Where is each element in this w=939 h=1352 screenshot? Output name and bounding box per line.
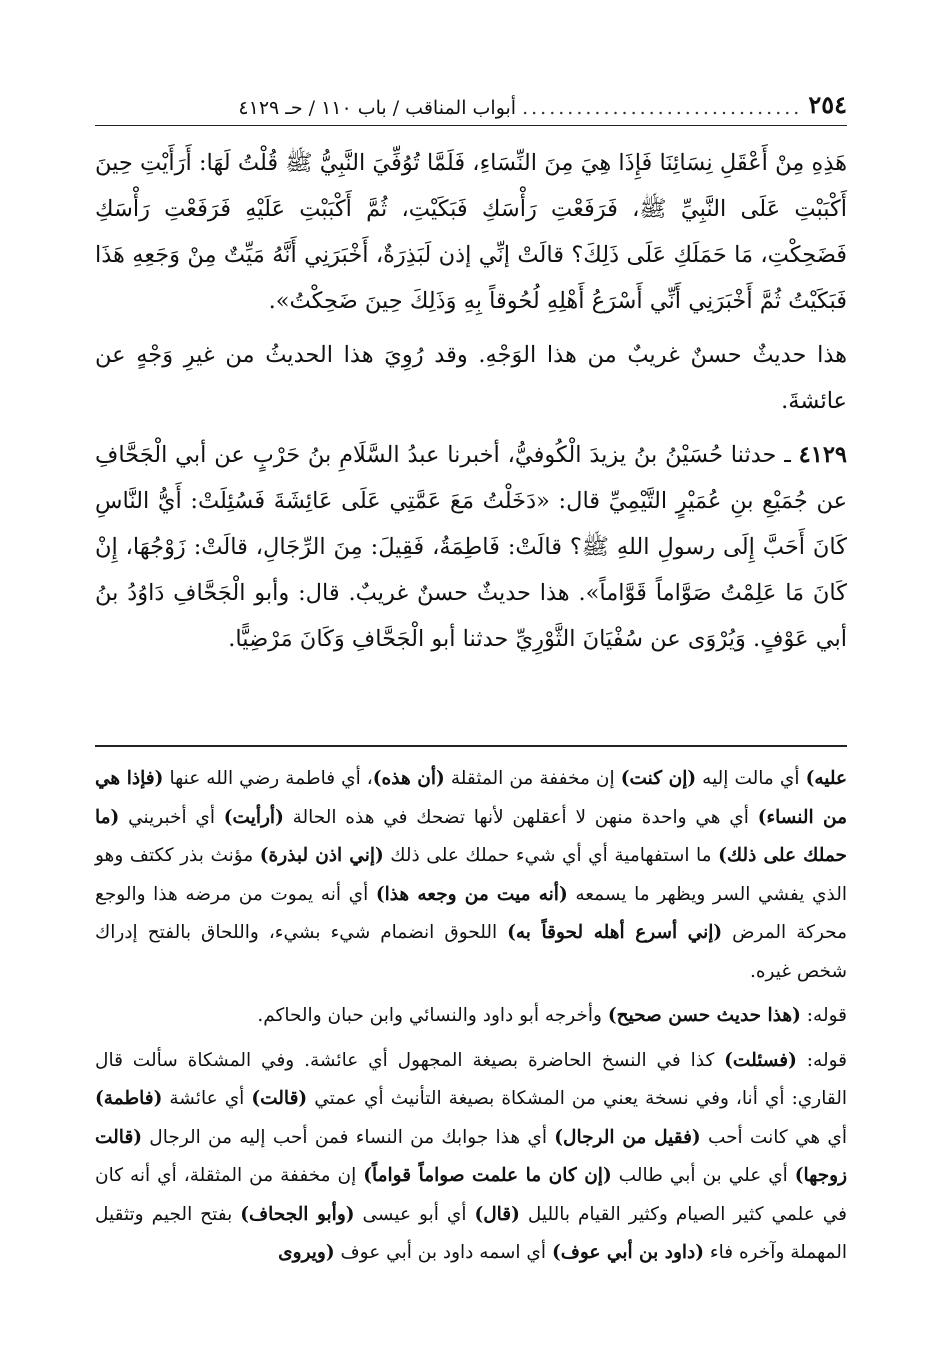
- bold-term: (أرأيت): [223, 806, 284, 828]
- hadith-number: ٤١٢٩: [798, 442, 848, 468]
- bold-term: (ما حملك على ذلك): [95, 806, 847, 866]
- note-text: أي هذا جوابك من النساء فمن أحب إليه من الرجال: [142, 1126, 555, 1148]
- main-text: [95, 140, 847, 670]
- note-text: أي هي كانت أحب: [700, 1126, 847, 1148]
- note-text: ما استفهامية أي أي شيء حملك على ذلك: [383, 845, 719, 866]
- hadith-text: ـ حدثنا حُسَيْنُ بنُ يزيدَ الْكُوفيُّ، أخبرنا عبدُ السَّلَامِ بنُ حَرْبٍ عن أبي الْجَحَّافِ عن جُمَيْعِ بنِ عُمَيْرٍ التَّيْمِيِّ قال: «دَخَلْتُ مَعَ عَمَّتِي عَلَى عَائِشَةَ فَسُئِلَتْ: أَيُّ النَّاسِ كَانَ أَحَبَّ إِلَى رسولِ اللهِ ﷺ؟ قالَتْ: فَاطِمَةُ، فَقِيلَ: مِنَ الرِّجَالِ، قالَتْ: زَوْجُهَا، إِنْ كَانَ مَا عَلِمْتُ صَوَّاماً قَوَّاماً». هذا حديثٌ حسنٌ غريبٌ. قال: وأبو الْجَحَّافِ دَاوُدُ بنُ أبي عَوْفٍ. وَيُرْوَى عن سُفْيَانَ الثَّوْرِيِّ حدثنا أبو الْجَحَّافِ وَكَانَ مَرْضِيًّا.: [95, 442, 847, 652]
- commentary-paragraph: [95, 760, 847, 991]
- bold-term: (أنه ميت من وجعه هذا): [375, 883, 568, 905]
- page-header: [95, 76, 847, 126]
- page-number: ٢٥٤: [808, 90, 847, 119]
- note-text: أي أبو عيسى: [354, 1203, 475, 1225]
- note-text: وأخرجه أبو داود والنسائي وابن حبان والحاكم.: [257, 1005, 608, 1026]
- bold-term: (قال): [474, 1203, 520, 1225]
- bold-term: (ويروى: [278, 1242, 335, 1263]
- note-text: أي أنه يموت من مرضه هذا والوجع محركة المرض: [95, 883, 847, 943]
- bold-term: (قالت زوجها): [95, 1126, 848, 1186]
- note-text: ، أي فاطمة رضي الله عنها: [163, 768, 373, 789]
- note-text: أي هي واحدة منهن لا أعقلهن لأنها تضحك في هذه الحالة: [283, 806, 758, 828]
- bold-term: (إن كنت): [620, 768, 697, 789]
- note-text: اللحوق انضمام شيء بشيء، واللحاق بالفتح إدراك شخص غيره.: [95, 922, 847, 982]
- note-text: أي اسمه داود بن أبي عوف: [334, 1242, 552, 1263]
- commentary-paragraph: [95, 997, 847, 1036]
- note-text: قوله:: [796, 1049, 847, 1071]
- hadith-continuation: هَذِهِ مِنْ أَعْقَلِ نِسَائِنَا فَإِذَا هِيَ مِنَ النِّسَاءِ، فَلَمَّا تُوُفِّيَ النَّبِيُّ ﷺ قُلْتُ لَهَا: أَرَأَيْتِ حِينَ أَكْبَبْتِ عَلَى النَّبِيِّ ﷺ، فَرَفَعْتِ رَأْسَكِ فَبَكَيْتِ، ثُمَّ أَكْبَبْتِ عَلَيْهِ فَرَفَعْتِ رَأْسَكِ فَضَحِكْتِ، مَا حَمَلَكِ عَلَى ذَلِكَ؟ قالَتْ إنِّي إذن لَبَذِرَةٌ، أَخْبَرَنِي أَنَّهُ مَيِّتٌ مِنْ وَجَعِهِ هَذَا فَبَكَيْتُ ثُمَّ أَخْبَرَنِي أَنِّي أَسْرَعُ أَهْلِهِ لُحُوقاً بِهِ وَذَلِكَ حِينَ ضَحِكْتُ».: [95, 150, 847, 314]
- running-header: [238, 90, 847, 119]
- note-text: مؤنث بذر ككتف وهو الذي يفشي السر ويظهر ما يسمعه: [95, 845, 847, 905]
- note-text: أي أخبريني: [119, 806, 224, 828]
- bold-term: (إني اذن لبذرة): [259, 845, 384, 866]
- note-text: أي علي بن أبي طالب: [611, 1165, 795, 1186]
- hadith-4129: [95, 432, 847, 662]
- commentary: [95, 760, 847, 1279]
- note-text: أي مالت إليه: [696, 768, 806, 789]
- note-text: إن مخففة من المثقلة: [444, 768, 621, 789]
- bold-term: (أن هذه): [372, 768, 445, 789]
- bold-term: (وأبو الجحاف): [240, 1203, 355, 1225]
- footnote-divider: [95, 745, 847, 747]
- commentary-paragraph: [95, 1042, 847, 1273]
- header-leader-dots: ...............................: [522, 97, 803, 119]
- grading-paragraph: هذا حديثٌ حسنٌ غريبٌ من هذا الوَجْهِ. وقد رُوِيَ هذا الحديثُ من غيرِ وَجْهٍ عن عائشةَ.: [95, 342, 847, 414]
- bold-term: عليه): [805, 768, 847, 789]
- bold-term: (فسئلت): [724, 1049, 797, 1071]
- note-text: إن مخففة من المثقلة، أي أنه كان في علمي كثير الصيام وكثير القيام بالليل: [95, 1165, 847, 1225]
- bold-term: (إني أسرع أهله لحوقاً به): [507, 922, 723, 943]
- note-text: بفتح الجيم وتثقيل المهملة وآخره فاء: [95, 1203, 847, 1263]
- note-text: قوله:: [800, 1005, 847, 1026]
- bold-term: (داود بن أبي عوف): [551, 1242, 705, 1263]
- bold-term: (إن كان ما علمت صواماً قواماً): [363, 1165, 612, 1186]
- running-title: أبواب المناقب / باب ١١٠ / حـ ٤١٢٩: [238, 97, 517, 119]
- note-text: أي عائشة: [162, 1088, 252, 1109]
- bold-term: (هذا حديث حسن صحيح): [607, 1005, 801, 1026]
- note-text: كذا في النسخ الحاضرة بصيغة المجهول أي عائشة. وفي المشكاة سألت قال القاري: أي أنا، وفي نسخة يعني من المشكاة بصيغة التأنيث أي عمتي: [95, 1049, 847, 1109]
- bold-term: (فقيل من الرجال): [554, 1126, 701, 1148]
- bold-term: (فاطمة): [95, 1088, 163, 1109]
- bold-term: (فإذا هي من النساء): [95, 768, 847, 828]
- bold-term: (قالت): [251, 1088, 308, 1109]
